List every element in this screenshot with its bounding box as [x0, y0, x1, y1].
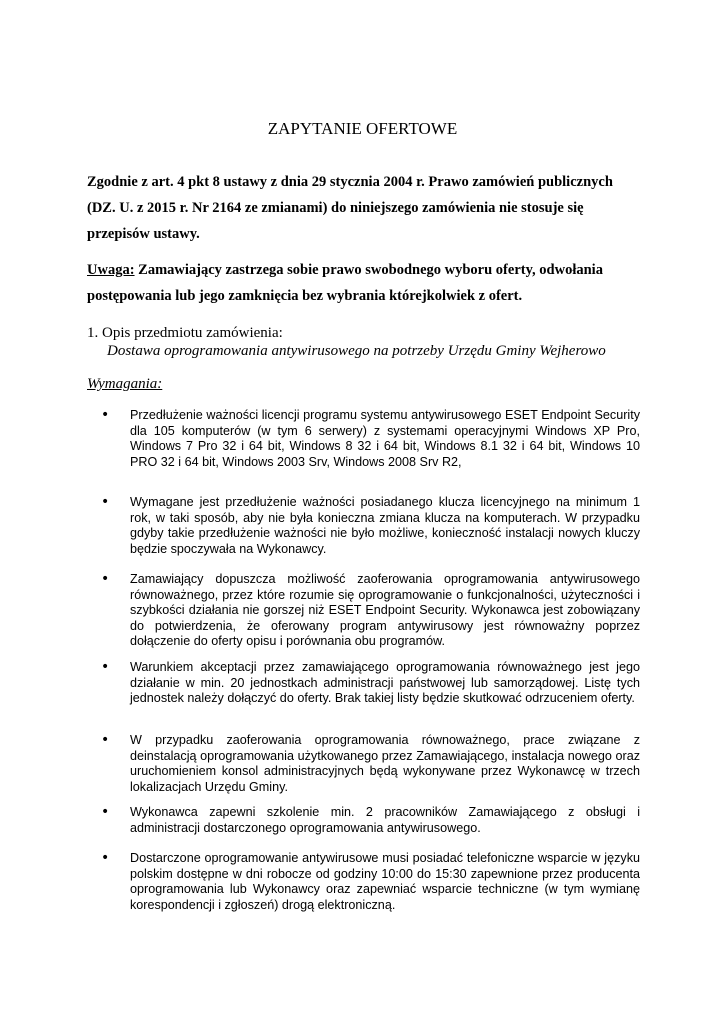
bullet-icon: • [101, 407, 110, 423]
requirement-text: Dostarczone oprogramowanie antywirusowe musi posiadać telefoniczne wsparcie w języku polskim dostępne w dni robocze od godziny 10:00 do 15:30 zapewnione przez producenta oprogramowania lub Wykonawcy oraz zapewniać wsparcie techniczne (w tym wymianę korespondencji i zgłoszeń) drogą elektroniczną. [130, 851, 640, 912]
bullet-icon: • [101, 850, 110, 866]
section-heading: 1. Opis przedmiotu zamówienia: [87, 325, 283, 341]
list-item [130, 660, 640, 707]
warning-text: Zamawiający zastrzega sobie prawo swobodnego wyboru oferty, odwołania postępowania lub jego zamknięcia bez wybrania którejkolwiek z ofert. [87, 262, 603, 304]
section-subject: Dostawa oprogramowania antywirusowego na potrzeby Urzędu Gminy Wejherowo [107, 343, 606, 359]
bullet-icon: • [101, 659, 110, 675]
bullet-icon: • [101, 571, 110, 587]
requirements-label: Wymagania: [87, 376, 163, 392]
list-item [130, 495, 640, 557]
warning-paragraph [87, 257, 642, 309]
legal-note: Zgodnie z art. 4 pkt 8 ustawy z dnia 29 stycznia 2004 r. Prawo zamówień publicznych (DZ. U. z 2015 r. Nr 2164 ze zmianami) do niniejszego zamówienia nie stosuje się przepisów ustawy. [87, 174, 613, 242]
requirement-text: Warunkiem akceptacji przez zamawiającego oprogramowania równoważnego jest jego działanie w min. 20 jednostkach administracji państwowej lub samorządowej. Listę tych jednostek należy dołączyć do oferty. Brak takiej listy będzie skutkować odrzuceniem oferty. [130, 660, 640, 705]
bullet-icon: • [101, 732, 110, 748]
requirement-text: Wymagane jest przedłużenie ważności posiadanego klucza licencyjnego na minimum 1 rok, w taki sposób, aby nie była konieczna zmiana klucza na komputerach. W przypadku gdyby takie przedłużenie ważności nie było możliwe, konieczność instalacji nowych kluczy będzie spoczywała na Wykonawcy. [130, 495, 640, 556]
bullet-icon: • [101, 804, 110, 820]
list-item [130, 572, 640, 650]
list-item [130, 805, 640, 836]
requirement-text: Przedłużenie ważności licencji programu systemu antywirusowego ESET Endpoint Security dla 105 komputerów (w tym 6 serwery) z systemami operacyjnymi Windows XP Pro, Windows 7 Pro 32 i 64 bit, Windows 8 32 i 64 bit, Windows 8.1 32 i 64 bit, Windows 10 PRO 32 i 64 bit, Windows 2003 Srv, Windows 2008 Srv R2, [130, 408, 640, 469]
list-item [130, 851, 640, 913]
requirement-text: Zamawiający dopuszcza możliwość zaoferowania oprogramowania antywirusowego równoważnego, przez które rozumie się oprogramowanie o funkcjonalności, użyteczności i szybkości działania nie gorszej niż ESET Endpoint Security. Wykonawca jest zobowiązany do potwierdzenia, że oferowany program antywirusowy jest równoważny poprzez dołączenie do oferty opisu i porównania obu programów. [130, 572, 640, 648]
warning-label: Uwaga: [87, 262, 135, 278]
requirement-text: Wykonawca zapewni szkolenie min. 2 pracowników Zamawiającego z obsługi i administracji dostarczonego oprogramowania antywirusowego. [130, 805, 640, 835]
requirement-text: W przypadku zaoferowania oprogramowania równoważnego, prace związane z deinstalacją oprogramowania użytkowanego przez Zamawiającego, instalacja nowego oraz uruchomieniem konsol administracyjnych będą wykonywane przez Wykonawcę w trzech lokalizacjach Urzędu Gminy. [130, 733, 640, 794]
list-item [130, 733, 640, 795]
list-item [130, 408, 640, 470]
document-title: ZAPYTANIE OFERTOWE [267, 119, 458, 138]
bullet-icon: • [101, 494, 110, 510]
